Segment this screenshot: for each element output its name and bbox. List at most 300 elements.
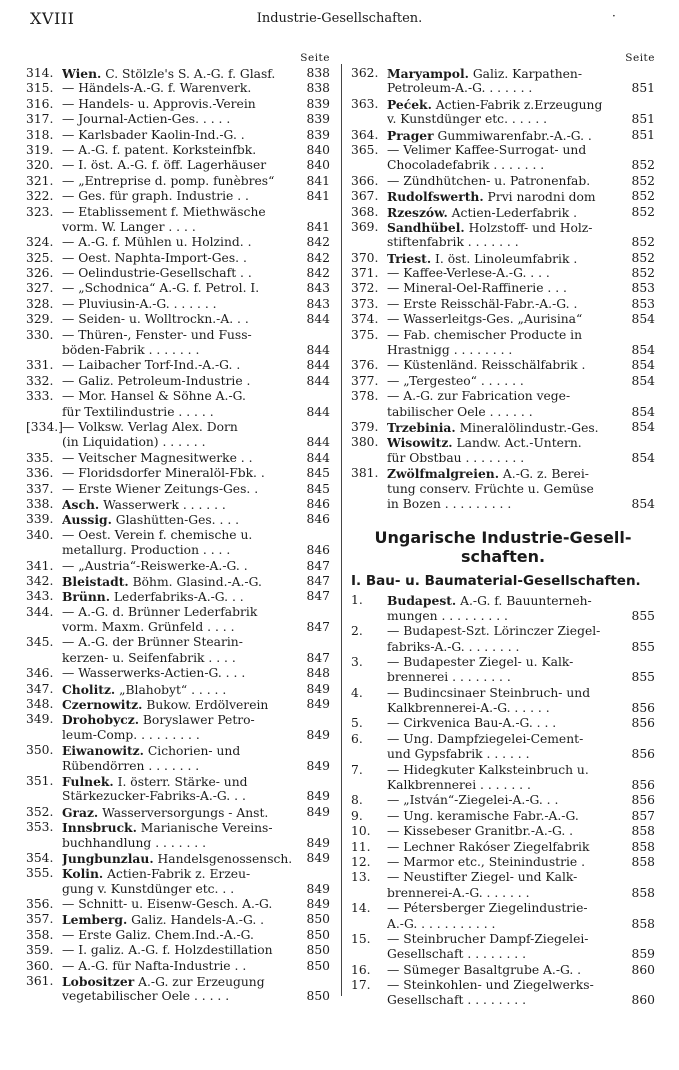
entry-number: 375. [351,327,379,342]
entry-number: 10. [351,824,371,839]
entry-text [387,763,625,778]
entry-company: — Oest. Naphta-Import-Ges. . [62,250,247,265]
entry-page [625,328,655,343]
entry-text [387,158,625,173]
entry-company: — A.-G. der Brünner Stearin- [62,635,243,650]
section-heading-line-2: schaften. [460,547,546,567]
entry-company: Wasserversorgungs - Anst. [98,805,269,820]
entry-number [26,789,62,804]
entry-page: 849 [306,835,330,850]
entry-page: 845 [306,466,330,481]
entry-text [387,655,625,670]
entry-page [625,763,655,778]
index-entry [26,589,330,604]
entry-company: Gummiwarenfabr.-A.-G. . [433,128,592,143]
entry-page [300,866,330,881]
index-entry [26,605,330,620]
index-entry [26,451,330,466]
entry-company: — A.-G. f. Mühlen u. Holzind. . [62,235,252,250]
entry-text [387,593,625,608]
entry-number: 381. [351,466,379,481]
entry-page: 858 [631,839,655,854]
entry-text [62,205,300,220]
entry-number: 318. [26,127,54,142]
entry-company: Chocoladefabrik . . . . . . . [387,158,545,173]
index-entry [351,640,655,655]
entry-page: 841 [306,173,330,188]
index-entry [351,701,655,716]
entry-company: — Cirkvenica Bau-A.-G. . . . [387,716,557,731]
entry-page: 849 [306,804,330,819]
entry-page: 848 [306,666,330,681]
index-entry [26,712,330,727]
entry-company: — Thüren-, Fenster- und Fuss- [62,327,252,342]
entry-page: 851 [631,81,655,96]
index-entry [351,358,655,373]
entry-text [387,497,625,512]
entry-company: — Marmor etc., Steinindustrie . [387,854,585,869]
index-entry [26,266,330,281]
entry-number [26,836,62,851]
index-entry [26,943,330,958]
entry-page: 859 [631,947,655,962]
index-entry [26,836,330,851]
page-header [0,0,679,30]
entry-text [62,805,300,820]
entry-company: — „István“-Ziegelei-A.-G. . . [387,793,559,808]
entry-text [62,451,300,466]
page-number: XVIII [30,9,75,28]
entry-number [351,640,387,655]
entry-company: buchhandlung . . . . . . . [62,835,207,850]
entry-company: Kalkbrennerei . . . . . . . [387,778,531,793]
index-entry [26,743,330,758]
entry-company: Mineralölindustr.-Ges. [455,420,599,435]
seite-label: Seite [300,52,330,64]
entry-text [387,747,625,762]
index-entry [351,993,655,1008]
entry-number: 352. [26,804,54,819]
entry-text [387,143,625,158]
entry-text [62,251,300,266]
entry-text [62,959,300,974]
entry-text [62,112,300,127]
entry-number: 359. [26,943,54,958]
index-entry [26,805,330,820]
entry-text [62,635,300,650]
entry-company: — Fab. chemischer Producte in [387,327,582,342]
entry-company: — A.-G. d. Brünner Lederfabrik [62,604,258,619]
index-entry [26,343,330,358]
entry-text [62,328,300,343]
entry-company: Hrastnigg . . . . . . . . [387,343,513,358]
entry-location: Maryampol. [387,66,469,81]
entry-company: Holzstoff- und Holz- [464,220,593,235]
entry-company: Boryslawer Petro- [138,713,255,728]
index-entry [26,358,330,373]
index-entry [26,81,330,96]
entry-company: stiftenfabrik . . . . . . . [387,235,519,250]
entry-text [62,728,300,743]
index-entry [351,97,655,112]
entry-text [387,716,625,731]
entry-number: 11. [351,839,371,854]
entry-page [300,605,330,620]
entry-number: 363. [351,96,379,111]
entry-company: „Blahobyt“ . . . . . [115,682,227,697]
index-entry [351,593,655,608]
entry-company: — Küstenländ. Reisschälfabrik . [387,358,586,373]
index-entry [26,466,330,481]
index-entry [26,682,330,697]
entry-company: mungen . . . . . . . . . [387,608,508,623]
entry-page: 851 [631,127,655,142]
index-entry [351,824,655,839]
entry-number: 337. [26,481,54,496]
entry-number: 355. [26,866,54,881]
entry-page: 849 [306,789,330,804]
entry-number: 358. [26,927,54,942]
entry-page: 852 [631,235,655,250]
index-entry [26,497,330,512]
entry-text [387,358,625,373]
entry-page: 855 [631,608,655,623]
entry-text [387,870,625,885]
entry-number: 17. [351,978,371,993]
entry-company: Lederfabriks-A.-G. . . [109,590,244,605]
entry-location: Rzeszów. [387,204,448,220]
index-entry [26,897,330,912]
entry-number: 339. [26,512,54,527]
entry-number [351,158,387,173]
entry-page [300,528,330,543]
entry-company: — Erste Reisschäl-Fabr.-A.-G. . [387,296,578,311]
entry-company: — Neustifter Ziegel- und Kalk- [387,870,578,885]
entry-page: 854 [631,404,655,419]
entry-text [387,312,625,327]
index-entry [351,686,655,701]
entry-number: 350. [26,743,54,758]
entry-text [387,886,625,901]
entry-number: 333. [26,389,54,404]
entry-page [625,482,655,497]
entry-company: (in Liquidation) . . . . . . [62,435,206,450]
entry-company: tabilischer Oele . . . . . . [387,404,533,419]
entry-company: Glashütten-Ges. . . . [111,513,240,528]
index-entry [26,882,330,897]
entry-number [351,343,387,358]
seite-label: Seite [625,52,655,64]
entry-page: 856 [631,747,655,762]
entry-page: 858 [631,824,655,839]
entry-company: — Etablissement f. Miethwäsche [62,204,266,219]
entry-text [387,343,625,358]
entry-page: 849 [306,697,330,712]
index-entry [351,266,655,281]
index-entry [26,851,330,866]
index-entry [26,620,330,635]
entry-page: 850 [306,989,330,1004]
entry-page: 856 [631,716,655,731]
entry-text [62,574,300,589]
entry-number: 9. [351,808,363,823]
entry-text [387,855,625,870]
entry-company: leum-Comp. . . . . . . . . [62,727,200,742]
index-entry [351,281,655,296]
entry-number: 372. [351,281,379,296]
entry-company: — A.-G. für Nafta-Industrie . . [62,958,247,973]
index-entry [26,512,330,527]
entry-page: 844 [306,404,330,419]
entry-number [26,728,62,743]
entry-page: 856 [631,701,655,716]
index-entry [351,66,655,81]
entry-page: 847 [306,558,330,573]
index-entry [26,281,330,296]
entry-company: — Zündhütchen- u. Patronenfab. [387,173,591,188]
entry-company: Prvi narodni dom [483,190,596,205]
entry-number: 367. [351,189,379,204]
entry-company: und Gypsfabrik . . . . . . [387,747,530,762]
entry-location: Rudolfswerth. [387,189,484,205]
entry-page [625,624,655,639]
entry-number: 332. [26,373,54,388]
index-entry [26,774,330,789]
entry-page [625,220,655,235]
entry-text [62,589,300,604]
entry-number: 364. [351,127,379,142]
entry-number: 16. [351,962,371,977]
entry-page: 854 [631,373,655,388]
entry-text [387,993,625,1008]
entry-company: gung v. Kunstdünger etc. . . [62,881,235,896]
entry-page: 841 [306,219,330,234]
entry-location: Eiwanowitz. [62,743,144,759]
entry-text [62,235,300,250]
entry-text [387,670,625,685]
entry-text [387,640,625,655]
entry-company: Actien-Fabrik z.Erzeugung [431,97,603,112]
index-entry [351,374,655,389]
entry-number: 340. [26,527,54,542]
right-entry-list [351,66,655,512]
entry-number: 379. [351,419,379,434]
column-divider [341,64,342,996]
entry-text [387,66,625,81]
entry-text [387,778,625,793]
entry-number [26,989,62,1004]
entry-company: — Velimer Kaffee-Surrogat- und [387,142,587,157]
entry-company: — Pétersberger Ziegelindustrie- [387,901,588,916]
index-entry [26,235,330,250]
entry-page [625,466,655,481]
entry-text [62,281,300,296]
entry-text [62,789,300,804]
index-entry [351,716,655,731]
index-entry [26,666,330,681]
entry-page: 854 [631,312,655,327]
entry-page: 849 [306,681,330,696]
entry-page: 844 [306,343,330,358]
entry-text [387,251,625,266]
entry-text [387,624,625,639]
entry-text [62,559,300,574]
entry-page: 839 [306,112,330,127]
entry-location: Lobositzer [62,974,135,990]
entry-text [387,978,625,993]
entry-page: 852 [631,173,655,188]
entry-text [387,328,625,343]
entry-text [387,793,625,808]
index-entry [351,174,655,189]
entry-company: — I. galiz. A.-G. f. Holzdestillation [62,943,273,958]
entry-company: — Budapester Ziegel- u. Kalk- [387,654,574,669]
entry-number: 341. [26,558,54,573]
entry-company: — Karlsbader Kaolin-Ind.-G. . [62,127,245,142]
entry-location: Zwölfmalgreien. [387,466,499,482]
entry-text [62,512,300,527]
entry-page: 857 [631,808,655,823]
entry-number [26,543,62,558]
entry-text [387,374,625,389]
entry-location: Innsbruck. [62,820,137,836]
index-entry [26,112,330,127]
entry-company: v. Kunstdünger etc. . . . . . [387,112,548,127]
entry-page: 842 [306,250,330,265]
index-entry [351,978,655,993]
entry-number [26,220,62,235]
entry-text [62,682,300,697]
section-heading-line-1: Ungarische Industrie-Gesell- [374,528,632,548]
entry-company: I. öst. Linoleumfabrik . [431,251,578,266]
entry-text [62,466,300,481]
entry-number: 326. [26,266,54,281]
entry-page: 846 [306,512,330,527]
entry-number: 354. [26,850,54,865]
entry-number: 329. [26,312,54,327]
entry-number [351,235,387,250]
index-entry [26,574,330,589]
entry-page: 858 [631,854,655,869]
entry-company: vorm. Maxm. Grünfeld . . . . [62,620,235,635]
entry-text [62,497,300,512]
index-entry [351,189,655,204]
entry-page: 860 [631,993,655,1008]
entry-company: — Floridsdorfer Mineralöl-Fbk. . [62,466,265,481]
entry-page [625,593,655,608]
index-entry [26,651,330,666]
entry-number: 325. [26,250,54,265]
entry-page: 853 [631,281,655,296]
entry-company: vorm. W. Langer . . . . [62,219,196,234]
entry-company: — Ung. keramische Fabr.-A.-G. [387,808,579,823]
entry-location: Wien. [62,66,102,81]
entry-text [387,97,625,112]
entry-company: Handelsgenossensch. [153,851,293,866]
entry-page: 852 [631,250,655,265]
entry-number: 370. [351,250,379,265]
entry-company: Gesellschaft . . . . . . . . [387,947,527,962]
entry-number [351,670,387,685]
entry-location: Cholitz. [62,681,116,697]
entry-text [62,435,300,450]
entry-number: 315. [26,81,54,96]
entry-company: Petroleum-A.-G. . . . . . . [387,81,533,96]
entry-company: — Erste Wiener Zeitungs-Ges. . [62,481,259,496]
entry-number: 4. [351,685,363,700]
entry-text [387,917,625,932]
entry-page [300,820,330,835]
entry-page: 847 [306,650,330,665]
entry-text [387,901,625,916]
entry-page: 839 [306,96,330,111]
entry-number: 327. [26,281,54,296]
entry-page: 839 [306,127,330,142]
entry-text [62,420,300,435]
entry-number: 5. [351,716,363,731]
index-entry [26,697,330,712]
entry-company: — Wasserwerks-Actien-G. . . . [62,666,246,681]
entry-number [26,651,62,666]
entry-page: 850 [306,927,330,942]
entry-number: 8. [351,793,363,808]
index-entry [351,932,655,947]
entry-page: 856 [631,793,655,808]
entry-page: 853 [631,296,655,311]
entry-text [387,466,625,481]
entry-company: — Ges. für graph. Industrie . . [62,189,249,204]
entry-page: 849 [306,758,330,773]
entry-location: Fulnek. [62,773,114,789]
index-entry [351,328,655,343]
entry-page [300,205,330,220]
entry-company: — Handels- u. Approvis.-Verein [62,96,256,111]
entry-number: 2. [351,624,363,639]
index-entry [26,205,330,220]
entry-page: 855 [631,639,655,654]
entry-text [62,851,300,866]
entry-text [62,543,300,558]
entry-company: — Pluviusin-A.-G. . . . . . . [62,296,217,311]
entry-page: 843 [306,296,330,311]
entry-number: 376. [351,358,379,373]
entry-text [62,343,300,358]
entry-company: — Hidegkuter Kalksteinbruch u. [387,762,589,777]
entry-page: 840 [306,142,330,157]
index-entry [351,466,655,481]
entry-company: Kalkbrennerei-A.-G. . . . . . [387,701,550,716]
entry-number: 361. [26,974,54,989]
entry-text [387,686,625,701]
entry-text [62,666,300,681]
entry-text [387,732,625,747]
entry-page: 845 [306,481,330,496]
entry-number: 371. [351,266,379,281]
index-entry [351,158,655,173]
entry-text [62,158,300,173]
entry-company: böden-Fabrik . . . . . . . [62,343,200,358]
entry-page: 852 [631,189,655,204]
index-entry [351,947,655,962]
entry-text [62,189,300,204]
entry-text [62,605,300,620]
entry-company: Galiz. Handels-A.-G. . [127,913,265,928]
entry-company: A.-G. zur Erzeugung [134,975,265,990]
entry-location: Bleistadt. [62,573,129,589]
entry-number: 344. [26,604,54,619]
entry-company: A.-G. . . . . . . . . . . [387,916,496,931]
entry-page: 854 [631,450,655,465]
